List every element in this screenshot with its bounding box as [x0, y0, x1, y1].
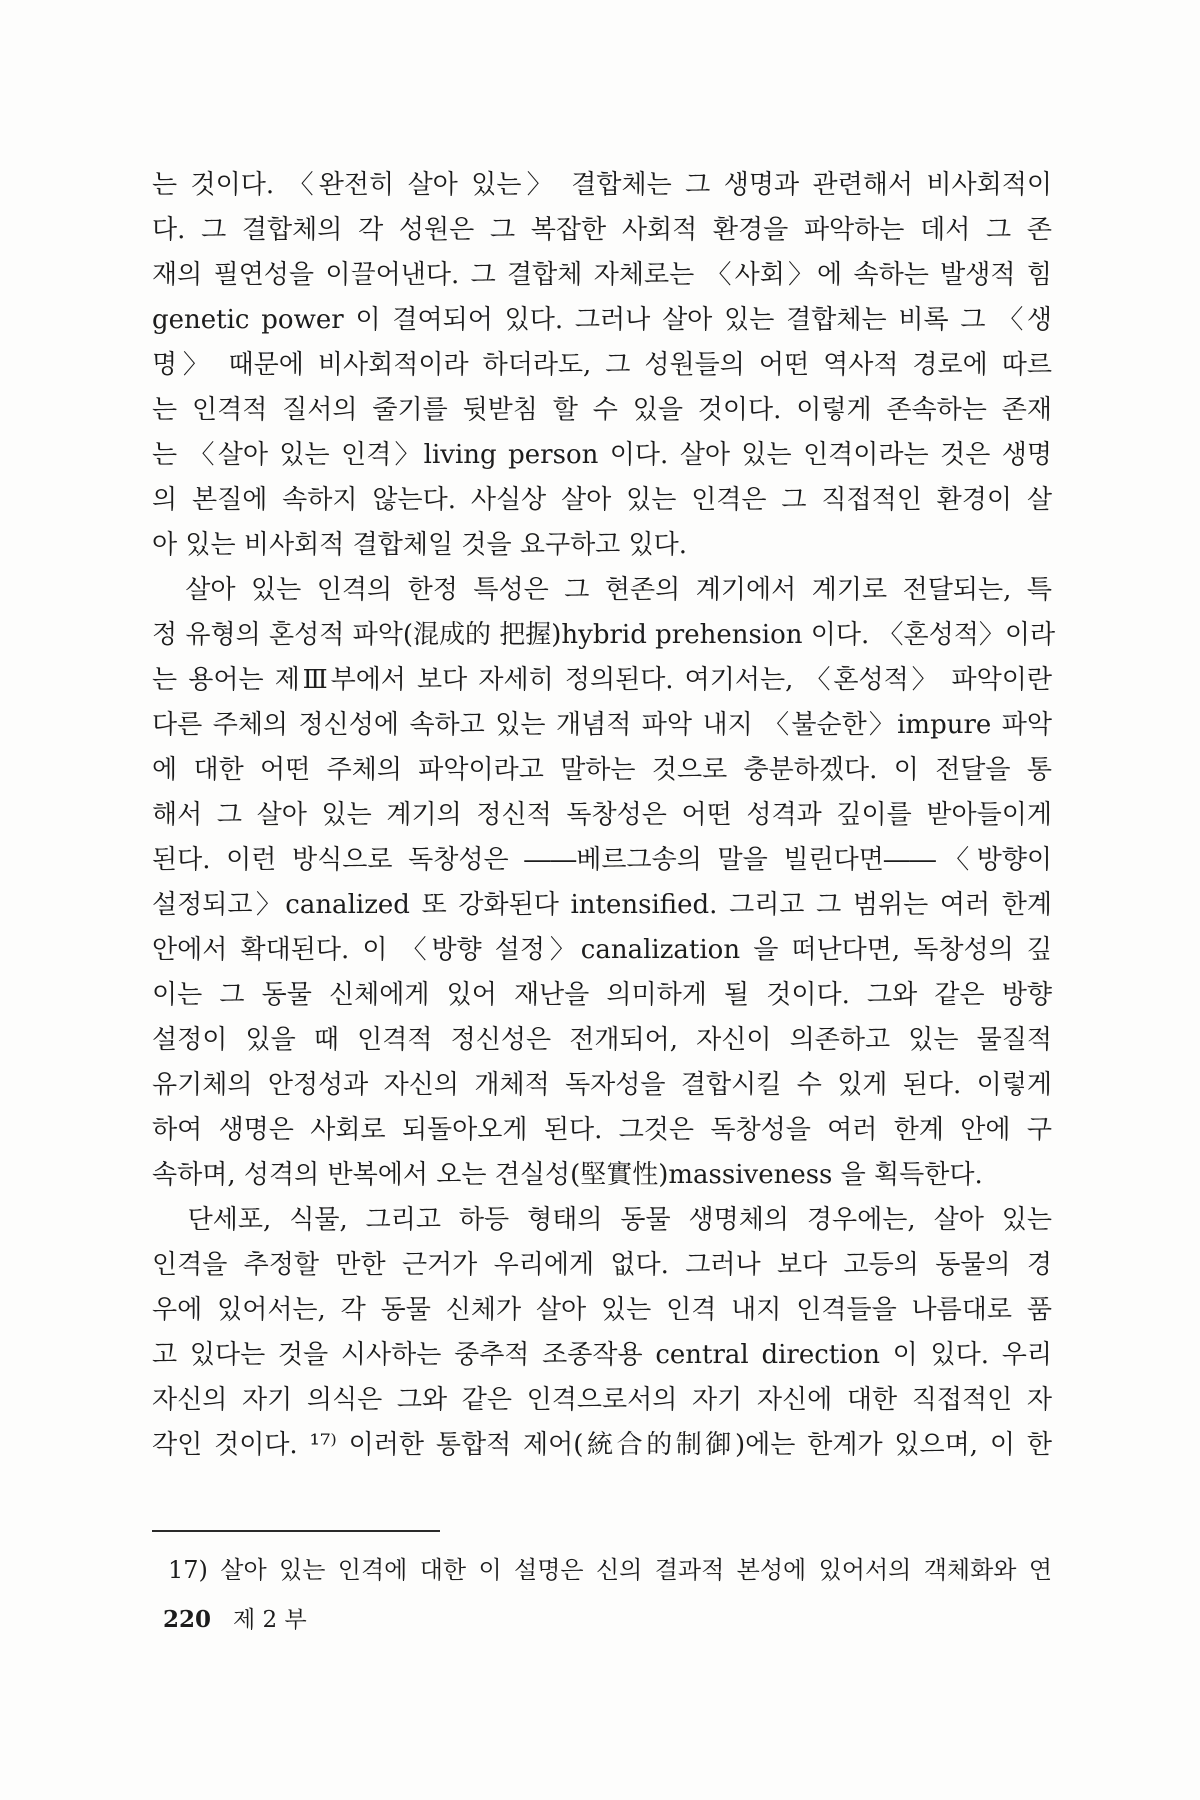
text-line: 재의 필연성을 이끌어낸다. 그 결합체 자체로는 〈사회〉에 속하는 발생적 힘 [152, 260, 1052, 290]
text-line: 정 유형의 혼성적 파악(混成的 把握)hybrid prehension 이다. 〈혼성적〉이라 [152, 620, 1056, 650]
text-line: 다. 그 결합체의 각 성원은 그 복잡한 사회적 환경을 파악하는 데서 그 존 [152, 215, 1052, 245]
text-line: 인격을 추정할 만한 근거가 우리에게 없다. 그러나 보다 고등의 동물의 경 [152, 1250, 1052, 1280]
text-line: 명〉 때문에 비사회적이라 하더라도, 그 성원들의 어떤 역사적 경로에 따르 [152, 350, 1052, 380]
text-line: 는 〈살아 있는 인격〉living person 이다. 살아 있는 인격이라는 것은 생명 [152, 440, 1052, 470]
text-line: 는 인격적 질서의 줄기를 뒷받침 할 수 있을 것이다. 이렇게 존속하는 존재 [152, 395, 1052, 425]
text-line: 이는 그 동물 신체에게 있어 재난을 의미하게 될 것이다. 그와 같은 방향 [152, 980, 1052, 1010]
text-line: 속하며, 성격의 반복에서 오는 견실성(堅實性)massiveness 을 획득한다. [152, 1160, 983, 1190]
text-line: 살아 있는 인격의 한정 특성은 그 현존의 계기에서 계기로 전달되는, 특 [152, 575, 1052, 605]
text-line: 유기체의 안정성과 자신의 개체적 독자성을 결합시킬 수 있게 된다. 이렇게 [152, 1070, 1052, 1100]
text-line: 자신의 자기 의식은 그와 같은 인격으로서의 자기 자신에 대한 직접적인 자 [152, 1385, 1052, 1415]
text-line: 우에 있어서는, 각 동물 신체가 살아 있는 인격 내지 인격들을 나름대로 품 [152, 1295, 1052, 1325]
body-text [152, 163, 1056, 1468]
text-line: 의 본질에 속하지 않는다. 사실상 살아 있는 인격은 그 직접적인 환경이 살 [152, 485, 1052, 515]
text-line: 된다. 이런 방식으로 독창성은 ――베르그송의 말을 빌린다면――〈방향이 [152, 845, 1052, 875]
text-line: 설정이 있을 때 인격적 정신성은 전개되어, 자신이 의존하고 있는 물질적 [152, 1025, 1052, 1055]
text-line: 안에서 확대된다. 이 〈방향 설정〉canalization 을 떠난다면, 독창성의 깊 [152, 935, 1052, 965]
page-footer [163, 1600, 307, 1640]
text-line: 단세포, 식물, 그리고 하등 형태의 동물 생명체의 경우에는, 살아 있는 [152, 1205, 1052, 1235]
text-line: genetic power 이 결여되어 있다. 그러나 살아 있는 결합체는 비록 그 〈생 [152, 305, 1052, 335]
text-line: 하여 생명은 사회로 되돌아오게 된다. 그것은 독창성을 여러 한계 안에 구 [152, 1115, 1052, 1145]
text-line: 아 있는 비사회적 결합체일 것을 요구하고 있다. [152, 530, 688, 560]
text-line: 설정되고〉canalized 또 강화된다 intensified. 그리고 그 범위는 여러 한계 [152, 890, 1052, 920]
text-line: 각인 것이다. ¹⁷⁾ 이러한 통합적 제어(統合的制御)에는 한계가 있으며, 이 한 [152, 1430, 1052, 1460]
footnote-divider [152, 1530, 440, 1532]
part-label: 제 2 부 [233, 1607, 307, 1633]
text-line: 는 용어는 제Ⅲ부에서 보다 자세히 정의된다. 여기서는, 〈혼성적〉 파악이란 [152, 665, 1052, 695]
text-line: 다른 주체의 정신성에 속하고 있는 개념적 파악 내지 〈불순한〉impure 파악 [152, 710, 1052, 740]
text-line: 해서 그 살아 있는 계기의 정신적 독창성은 어떤 성격과 깊이를 받아들이게 [152, 800, 1052, 830]
text-line: 에 대한 어떤 주체의 파악이라고 말하는 것으로 충분하겠다. 이 전달을 통 [152, 755, 1052, 785]
text-line: 는 것이다. 〈완전히 살아 있는〉 결합체는 그 생명과 관련해서 비사회적이 [152, 170, 1052, 200]
text-line: 고 있다는 것을 시사하는 중추적 조종작용 central direction 이 있다. 우리 [152, 1340, 1052, 1370]
page-number: 220 [163, 1606, 212, 1633]
footnote: 17) 살아 있는 인격에 대한 이 설명은 신의 결과적 본성에 있어서의 객체화와 연 [168, 1556, 1052, 1584]
